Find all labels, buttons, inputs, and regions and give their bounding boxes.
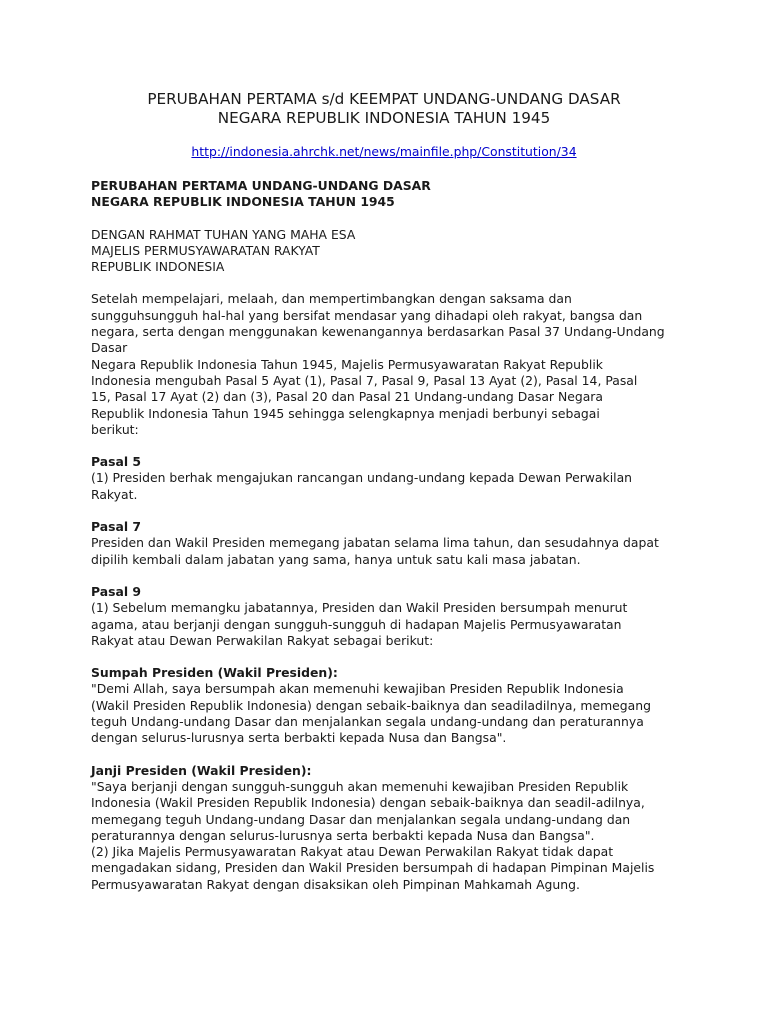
intro-line: berikut:	[91, 421, 139, 437]
pasal-7-line: dipilih kembali dalam jabatan yang sama, hanya untuk satu kali masa jabatan.	[91, 551, 581, 567]
janji-line: mengadakan sidang, Presiden dan Wakil Presiden bersumpah di hadapan Pimpinan Majelis	[91, 860, 655, 876]
document-title-line-2: NEGARA REPUBLIK INDONESIA TAHUN 1945	[217, 109, 551, 127]
intro-line: negara, serta dengan menggunakan kewenangannya berdasarkan Pasal 37 Undang-Undang	[91, 324, 665, 340]
pasal-7-section	[91, 519, 691, 568]
intro-line: Setelah mempelajari, melaah, dan mempertimbangkan dengan saksama dan	[91, 291, 572, 307]
preamble	[91, 227, 691, 276]
sumpah-heading: Sumpah Presiden (Wakil Presiden):	[91, 665, 338, 681]
janji-line: (2) Jika Majelis Permusyawaratan Rakyat atau Dewan Perwakilan Rakyat tidak dapat	[91, 844, 614, 860]
intro-line: Republik Indonesia Tahun 1945 sehingga selengkapnya menjadi berbunyi sebagai	[91, 405, 600, 421]
pasal-9-line: Rakyat atau Dewan Perwakilan Rakyat sebagai berikut:	[91, 632, 434, 648]
source-link-container	[0, 144, 768, 160]
pasal-7-line: Presiden dan Wakil Presiden memegang jabatan selama lima tahun, dan sesudahnya dapat	[91, 535, 659, 551]
pasal-5-line: Rakyat.	[91, 486, 138, 502]
preamble-line-3: REPUBLIK INDONESIA	[91, 259, 225, 275]
section-subtitle	[91, 178, 691, 211]
intro-line: Dasar	[91, 340, 128, 356]
preamble-line-1: DENGAN RAHMAT TUHAN YANG MAHA ESA	[91, 226, 356, 242]
document-title-line-1: PERUBAHAN PERTAMA s/d KEEMPAT UNDANG-UNDANG DASAR	[147, 90, 621, 108]
pasal-5-section	[91, 454, 691, 503]
pasal-9-line: agama, atau berjanji dengan sungguh-sungguh di hadapan Majelis Permusyawaratan	[91, 616, 622, 632]
sumpah-line: (Wakil Presiden Republik Indonesia) dengan sebaik-baiknya dan seadiladilnya, memegang	[91, 697, 651, 713]
janji-line: "Saya berjanji dengan sungguh-sungguh akan memenuhi kewajiban Presiden Republik	[91, 778, 629, 794]
pasal-9-heading: Pasal 9	[91, 583, 142, 599]
janji-line: Permusyawaratan Rakyat dengan disaksikan oleh Pimpinan Mahkamah Agung.	[91, 876, 580, 892]
intro-line: 15, Pasal 17 Ayat (2) dan (3), Pasal 20 dan Pasal 21 Undang-undang Dasar Negara	[91, 389, 603, 405]
pasal-9-line: (1) Sebelum memangku jabatannya, Presiden dan Wakil Presiden bersumpah menurut	[91, 600, 628, 616]
intro-line: sungguhsungguh hal-hal yang bersifat mendasar yang dihadapi oleh rakyat, bangsa dan	[91, 307, 643, 323]
janji-line: peraturannya dengan selurus-lurusnya serta berbakti kepada Nusa dan Bangsa".	[91, 827, 595, 843]
sumpah-line: "Demi Allah, saya bersumpah akan memenuhi kewajiban Presiden Republik Indonesia	[91, 681, 624, 697]
sumpah-line: teguh Undang-undang Dasar dan menjalankan segala undang-undang dan peraturannya	[91, 714, 644, 730]
pasal-5-heading: Pasal 5	[91, 454, 142, 470]
janji-heading: Janji Presiden (Wakil Presiden):	[91, 762, 312, 778]
sumpah-section	[91, 665, 691, 746]
pasal-7-heading: Pasal 7	[91, 519, 142, 535]
source-link[interactable]: http://indonesia.ahrchk.net/news/mainfile.php/Constitution/34	[191, 144, 577, 159]
janji-line: Indonesia (Wakil Presiden Republik Indonesia) dengan sebaik-baiknya dan seadil-adilnya,	[91, 795, 645, 811]
intro-paragraph	[91, 291, 691, 438]
sumpah-line: dengan selurus-lurusnya serta berbakti kepada Nusa dan Bangsa".	[91, 730, 507, 746]
document-body	[91, 178, 691, 909]
subtitle-line-2: NEGARA REPUBLIK INDONESIA TAHUN 1945	[91, 194, 395, 210]
janji-section	[91, 763, 691, 893]
janji-line: memegang teguh Undang-undang Dasar dan menjalankan segala undang-undang dan	[91, 811, 631, 827]
pasal-5-line: (1) Presiden berhak mengajukan rancangan undang-undang kepada Dewan Perwakilan	[91, 470, 633, 486]
intro-line: Indonesia mengubah Pasal 5 Ayat (1), Pasal 7, Pasal 9, Pasal 13 Ayat (2), Pasal 14, Pasal	[91, 372, 638, 388]
subtitle-line-1: PERUBAHAN PERTAMA UNDANG-UNDANG DASAR	[91, 178, 431, 193]
document-title	[0, 90, 768, 128]
pasal-9-section	[91, 584, 691, 649]
intro-line: Negara Republik Indonesia Tahun 1945, Majelis Permusyawaratan Rakyat Republik	[91, 356, 603, 372]
preamble-line-2: MAJELIS PERMUSYAWARATAN RAKYAT	[91, 242, 320, 258]
